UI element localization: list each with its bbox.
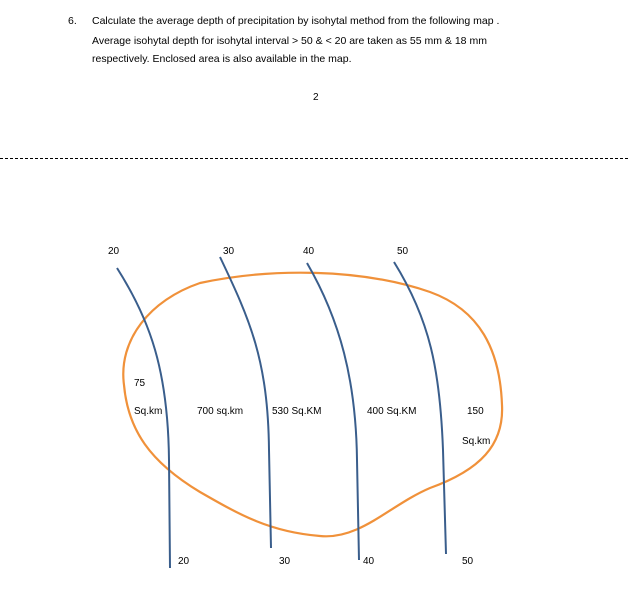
isohyet-line-20	[117, 268, 170, 568]
question-number: 6.	[68, 15, 77, 27]
area-label-5-value: 150	[467, 406, 484, 417]
area-label-2: 700 sq.km	[197, 406, 244, 417]
page-number: 2	[313, 92, 319, 103]
isohyet-top-label-30: 30	[223, 246, 235, 257]
area-label-3: 530 Sq.KM	[272, 406, 322, 417]
isohyet-bottom-label-20: 20	[178, 556, 190, 567]
area-label-1-value: 75	[134, 378, 146, 389]
question-line-3: respectively. Enclosed area is also available in the map.	[92, 53, 352, 65]
isohyet-bottom-label-50: 50	[462, 556, 474, 567]
question-line-1: Calculate the average depth of precipitation by isohytal method from the following map .	[92, 15, 500, 27]
isohyet-line-30	[220, 257, 271, 548]
question-line-2: Average isohytal depth for isohytal interval > 50 & < 20 are taken as 55 mm & 18 mm	[92, 35, 487, 47]
area-label-1-unit: Sq.km	[134, 406, 163, 417]
isohyet-top-label-40: 40	[303, 246, 315, 257]
isohyet-bottom-label-30: 30	[279, 556, 291, 567]
area-label-4: 400 Sq.KM	[367, 406, 417, 417]
isohyet-bottom-label-40: 40	[363, 556, 375, 567]
area-label-5-unit: Sq.km	[462, 436, 491, 447]
isohyet-top-label-20: 20	[108, 246, 120, 257]
isohyet-top-label-50: 50	[397, 246, 409, 257]
